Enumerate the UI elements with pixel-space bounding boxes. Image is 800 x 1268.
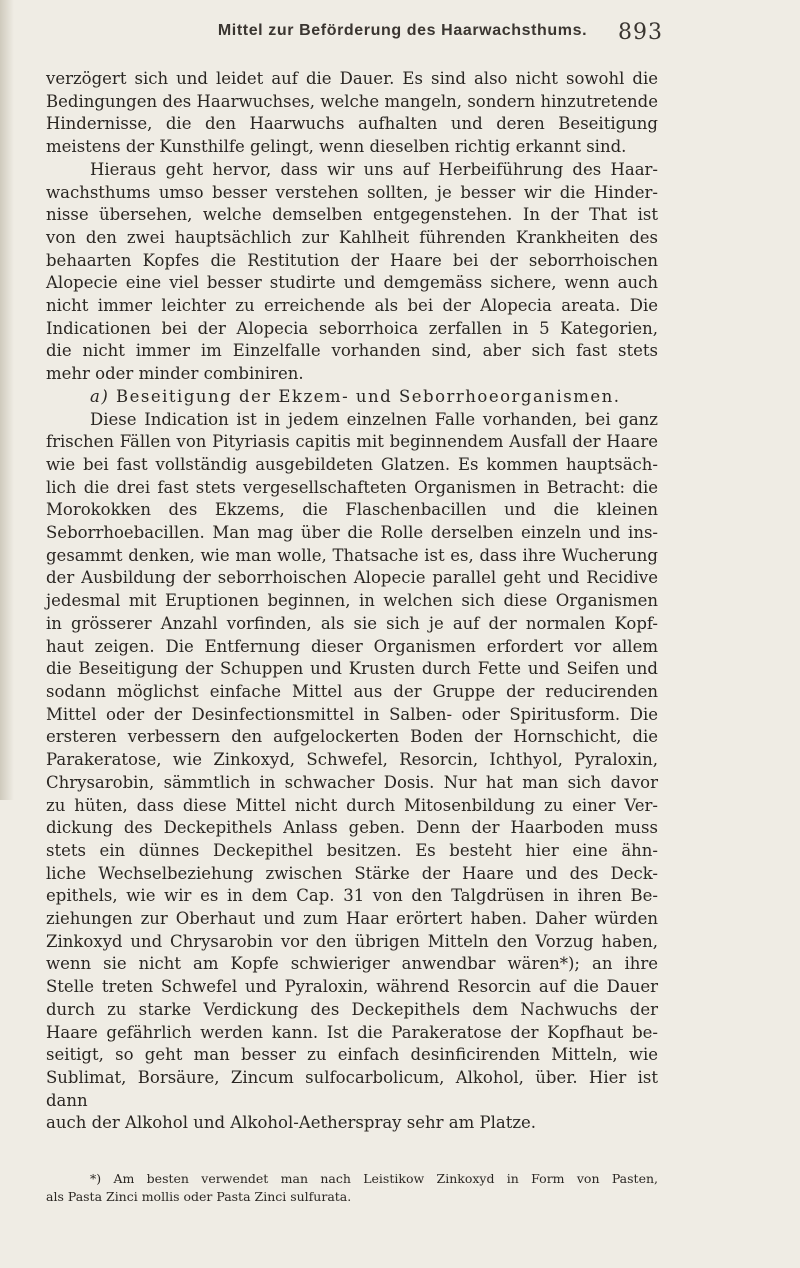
section-heading-label: a) (90, 386, 110, 406)
text-line: gesammt denken, wie man wolle, Thatsache ist es, dass ihre Wucherung (46, 545, 658, 565)
text-line: *) Am besten verwendet man nach Leistikow Zinkoxyd in Form von Pasten, (90, 1171, 658, 1186)
text-line: Zinkoxyd und Chrysarobin vor den übrigen Mitteln den Vorzug haben, (46, 931, 658, 951)
text-line: jedesmal mit Eruptionen beginnen, in welchen sich diese Organismen (46, 591, 658, 611)
text-line: behaarten Kopfes die Restitution der Haare bei der seborrhoischen (46, 250, 658, 270)
text-line: wachsthums umso besser verstehen sollten, je besser wir die Hinder- (46, 182, 658, 202)
text-line: als Pasta Zinci mollis oder Pasta Zinci sulfurata. (46, 1189, 352, 1204)
text-line: Morokokken des Ekzems, die Flaschenbacillen und die kleinen (46, 500, 658, 520)
text-line: zu hüten, dass diese Mittel nicht durch Mitosenbildung zu einer Ver- (46, 795, 658, 815)
text-line: meistens der Kunsthilfe gelingt, wenn dieselben richtig erkannt sind. (46, 137, 627, 157)
text-line: von den zwei hauptsächlich zur Kahlheit führenden Krankheiten des (46, 227, 658, 247)
text-line: liche Wechselbeziehung zwischen Stärke der Haare und des Deck- (46, 863, 658, 883)
text-line: Stelle treten Schwefel und Pyraloxin, während Resorcin auf die Dauer (46, 977, 658, 997)
text-line: Indicationen bei der Alopecia seborrhoica zerfallen in 5 Kategorien, (46, 318, 658, 338)
page-number: 893 (618, 20, 663, 45)
text-line: stets ein dünnes Deckepithel besitzen. Es besteht hier eine ähn- (46, 840, 658, 860)
text-line: Alopecie eine viel besser studirte und demgemäss sichere, wenn auch (46, 273, 658, 293)
text-line: Parakeratose, wie Zinkoxyd, Schwefel, Resorcin, Ichthyol, Pyraloxin, (46, 750, 658, 770)
text-line: seitigt, so geht man besser zu einfach desinficirenden Mitteln, wie (46, 1045, 658, 1065)
text-line: dickung des Deckepithels Anlass geben. Denn der Haarboden muss (46, 818, 658, 838)
text-line: Mittel oder der Desinfectionsmittel in Salben- oder Spiritusform. Die (46, 704, 658, 724)
text-line: wie bei fast vollständig ausgebildeten Glatzen. Es kommen hauptsäch- (46, 454, 658, 474)
text-line: Diese Indication ist in jedem einzelnen Falle vorhanden, bei ganz (90, 409, 658, 429)
text-line: die Beseitigung der Schuppen und Krusten durch Fette und Seifen und (46, 659, 658, 679)
text-line: Seborrhoebacillen. Man mag über die Rolle derselben einzeln und ins- (46, 523, 658, 543)
text-line: Haare gefährlich werden kann. Ist die Parakeratose der Kopfhaut be- (46, 1022, 658, 1042)
text-line: die nicht immer im Einzelfalle vorhanden sind, aber sich fast stets (46, 341, 658, 361)
section-heading-text: Beseitigung der Ekzem- und Seborrhoeorganismen. (116, 386, 621, 406)
paragraph-3 (46, 409, 658, 1136)
text-line: Sublimat, Borsäure, Zincum sulfocarbolicum, Alkohol, über. Hier ist dann (46, 1067, 658, 1110)
text-line: sodann möglichst einfache Mittel aus der Gruppe der reducirenden (46, 681, 658, 701)
text-line: mehr oder minder combiniren. (46, 364, 304, 384)
text-line: durch zu starke Verdickung des Deckepithels dem Nachwuchs der (46, 999, 658, 1019)
text-line: frischen Fällen von Pityriasis capitis mit beginnendem Ausfall der Haare (46, 432, 658, 452)
section-heading-a (46, 386, 658, 409)
text-line: wenn sie nicht am Kopfe schwieriger anwendbar wären*); an ihre (46, 954, 658, 974)
paragraph-1 (46, 68, 658, 159)
main-text (46, 68, 658, 1135)
text-line: ersteren verbessern den aufgelockerten Boden der Hornschicht, die (46, 727, 658, 747)
paragraph-2 (46, 159, 658, 386)
page-gutter-shadow (0, 0, 14, 800)
text-line: epithels, wie wir es in dem Cap. 31 von den Talgdrüsen in ihren Be- (46, 886, 658, 906)
text-line: haut zeigen. Die Entfernung dieser Organismen erfordert vor allem (46, 636, 658, 656)
text-line: nisse übersehen, welche demselben entgegenstehen. In der That ist (46, 205, 658, 225)
running-header: Mittel zur Beförderung des Haarwachsthums. (217, 22, 588, 39)
footnote (46, 1170, 658, 1206)
text-line: auch der Alkohol und Alkohol-Aetherspray sehr am Platze. (46, 1113, 537, 1133)
text-line: in grösserer Anzahl vorfinden, als sie sich je auf der normalen Kopf- (46, 613, 658, 633)
text-line: Hieraus geht hervor, dass wir uns auf Herbeiführung des Haar- (90, 159, 658, 179)
text-line: ziehungen zur Oberhaut und zum Haar erörtert haben. Daher würden (46, 909, 658, 929)
text-line: lich die drei fast stets vergesellschafteten Organismen in Betracht: die (46, 477, 658, 497)
text-line: Chrysarobin, sämmtlich in schwacher Dosis. Nur hat man sich davor (46, 772, 658, 792)
text-line: nicht immer leichter zu erreichende als bei der Alopecia areata. Die (46, 296, 658, 316)
text-line: verzögert sich und leidet auf die Dauer. Es sind also nicht sowohl die (46, 69, 658, 88)
text-line: Hindernisse, die den Haarwuchs aufhalten und deren Beseitigung (46, 114, 658, 134)
text-line: Bedingungen des Haarwuchses, welche mangeln, sondern hinzutretende (46, 91, 658, 111)
text-line: der Ausbildung der seborrhoischen Alopecie parallel geht und Recidive (46, 568, 658, 588)
